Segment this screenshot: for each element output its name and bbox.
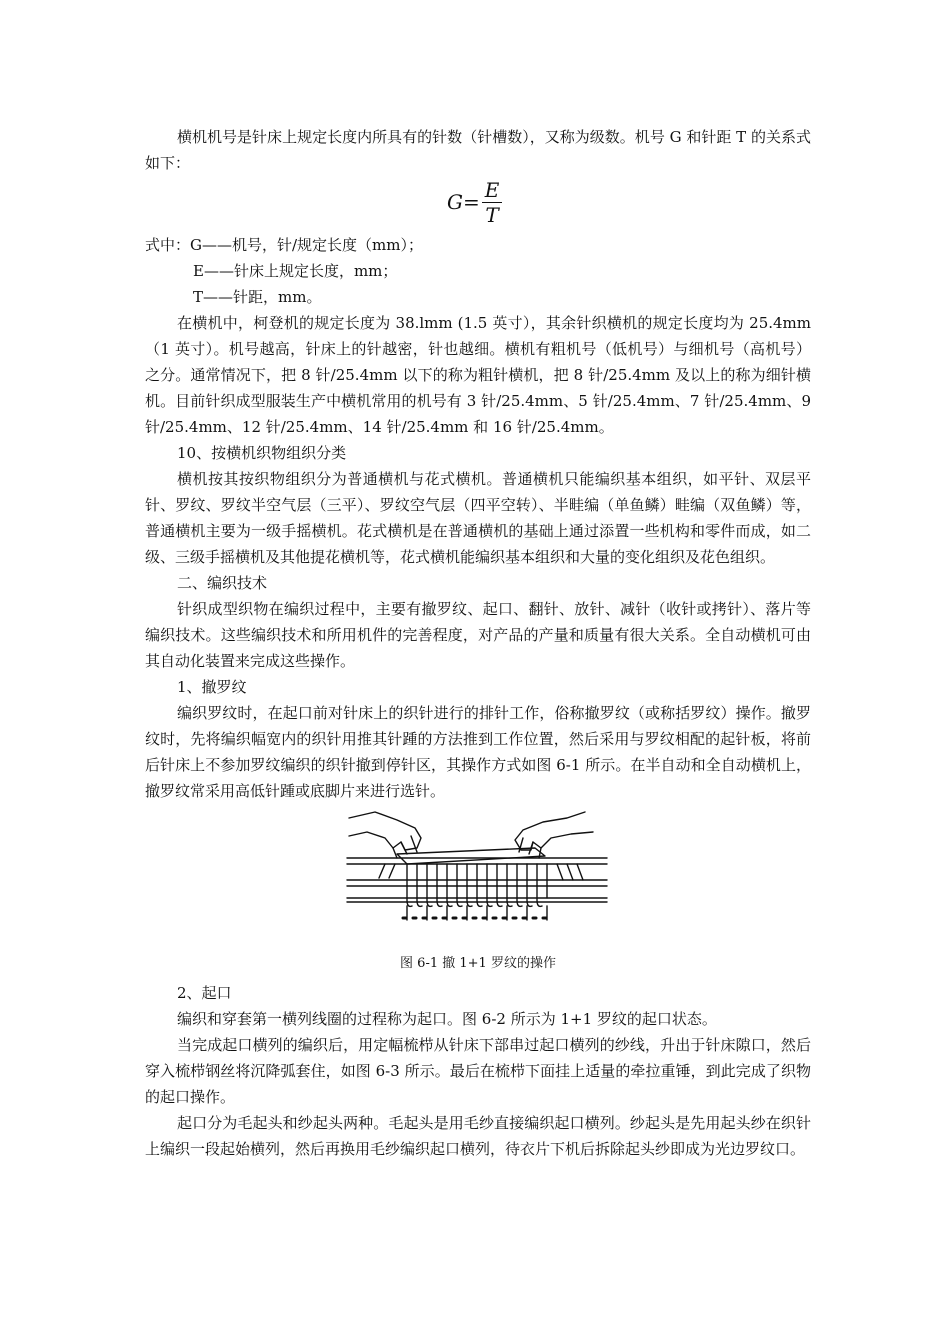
gauge-formula <box>145 178 811 230</box>
figure-illustration <box>345 808 615 946</box>
paragraph-comb-insertion: 当完成起口横列的编织后，用定幅梳栉从针床下部串过起口横列的纱线，升出于针床隙口，然后穿入梳栉钢丝将沉降弧套住，如图 6-3 所示。最后在梳栉下面挂上适量的牵拉重锤，到此完成了织物的起口操作。 <box>145 1036 811 1106</box>
heading-casting-on: 2、起口 <box>177 984 232 1002</box>
formula-denominator: T <box>485 203 499 227</box>
paragraph-machine-types: 横机按其按织物组织分为普通横机与花式横机。普通横机只能编织基本组织，如平针、双层平针、罗纹、罗纹半空气层（三平）、罗纹空气层（四平空转）、半畦编（单鱼鳞）畦编（双鱼鳞）等，普通横机主要为一级手摇横机。花式横机是在普通横机的基础上通过添置一些机构和零件而成，如二级、三级手摇横机及其他提花横机等，花式横机能编织基本组织和大量的变化组织及花色组织。 <box>145 470 811 566</box>
paragraph-techniques: 针织成型织物在编织过程中，主要有撤罗纹、起口、翻针、放针、减针（收针或拷针）、落片等编织技术。这些编织技术和所用机件的完善程度，对产品的产量和质量有很大关系。全自动横机可由其自动化装置来完成这些操作。 <box>145 600 811 670</box>
heading-rib-setup: 1、撤罗纹 <box>177 678 247 696</box>
figure-rib-operation <box>145 808 811 946</box>
heading-classification: 10、按横机织物组织分类 <box>177 444 347 462</box>
definition-t: T——针距，mm。 <box>193 288 322 306</box>
formula-numerator: E <box>484 178 500 202</box>
paragraph-rib-setup: 编织罗纹时，在起口前对针床上的织针进行的排针工作，俗称撤罗纹（或称括罗纹）操作。撤罗纹时，先将编织幅宽内的织针用推其针踵的方法推到工作位置，然后采用与罗纹相配的起针板，将前后针床上不参加罗纹编织的织针撤到停针区，其操作方式如图 6-1 所示。在半自动和全自动横机上，撤罗纹常采用高低针踵或底脚片来进行选针。 <box>145 704 811 800</box>
figure-caption: 图 6-1 撤 1+1 罗纹的操作 <box>400 956 556 971</box>
paragraph-gauge-definition: 横机机号是针床上规定长度内所具有的针数（针槽数），又称为级数。机号 G 和针距 T 的关系式如下： <box>145 128 811 172</box>
definition-g: 式中：G——机号，针/规定长度（mm）； <box>145 236 423 254</box>
formula-fraction <box>483 178 501 227</box>
heading-knitting-techniques: 二、编织技术 <box>177 574 268 592</box>
formula-lhs: G= <box>447 190 480 214</box>
paragraph-casting-on: 编织和穿套第一横列线圈的过程称为起口。图 6-2 所示为 1+1 罗纹的起口状态。 <box>177 1010 717 1028</box>
definition-e: E——针床上规定长度，mm； <box>193 262 398 280</box>
paragraph-gauge-types: 在横机中，柯登机的规定长度为 38.lmm (1.5 英寸），其余针织横机的规定长度均为 25.4mm（1 英寸）。机号越高，针床上的针越密，针也越细。横机有粗机号（低机号）与细机号（高机号）之分。通常情况下，把 8 针/25.4mm 以下的称为粗针横机，把 8 针/25.4mm 及以上的称为细针横机。目前针织成型服装生产中横机常用的机号有 3 针/25.4mm、5 针/25.4mm、7 针/25.4mm、9 针/25.4mm、12 针/25.4mm、14 针/25.4mm 和 16 针/25.4mm。 <box>145 314 811 436</box>
paragraph-start-types: 起口分为毛起头和纱起头两种。毛起头是用毛纱直接编织起口横列。纱起头是先用起头纱在织针上编织一段起始横列，然后再换用毛纱编织起口横列，待衣片下机后拆除起头纱即成为光边罗纹口。 <box>145 1114 811 1158</box>
document-body <box>145 124 811 1162</box>
